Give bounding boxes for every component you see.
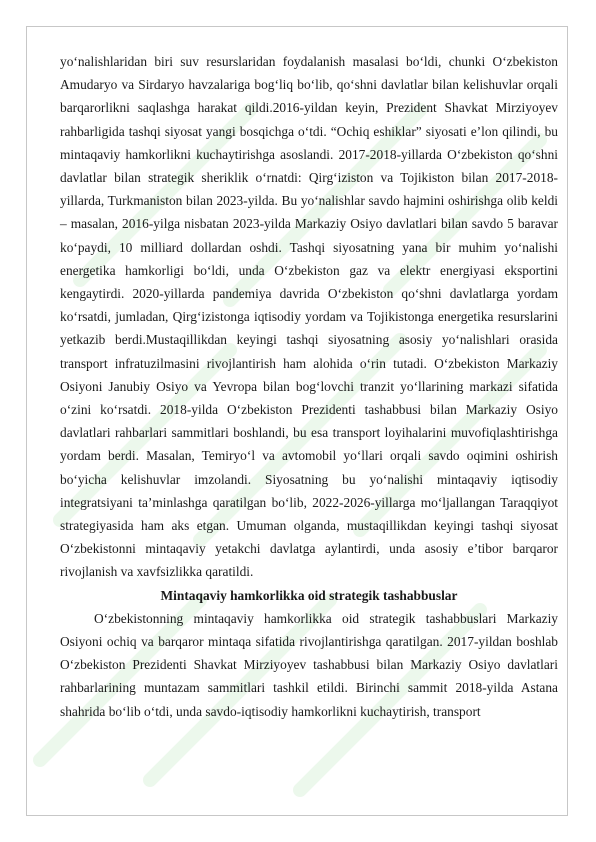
body-paragraph: yo‘nalishlaridan biri suv resurslaridan foydalanish masalasi bo‘ldi, chunki O‘zbekiston Amudaryo va Sirdaryo havzalariga bog‘liq bo‘lib, qo‘shni davlatlar bilan kelishuvlar orqali barqarorlikni saqlashga harakat qildi.2016-yildan keyin, Prezident Shavkat Mirziyoyev rahbarligida tashqi siyosat yangi bosqichga o‘tdi. “Ochiq eshiklar” siyosati e’lon qilindi, bu mintaqaviy hamkorlikni kuchaytirishga asoslandi. 2017-2018-yillarda O‘zbekiston qo‘shni davlatlar bilan strategik sheriklik o‘rnatdi: Qirg‘iziston va Tojikiston bilan 2017-2018-yillarda, Turkmaniston bilan 2023-yilda. Bu yo‘nalishlar savdo hajmini oshirishga olib keldi – masalan, 2016-yilga nisbatan 2023-yilda Markaziy Osiyo davlatlari bilan savdo 5 baravar ko‘paydi, 10 milliard dollardan oshdi. Tashqi siyosatning yana bir muhim yo‘nalishi energetika hamkorligi bo‘ldi, unda O‘zbekiston gaz va elektr energiyasi eksportini kengaytirdi. 2020-yillarda pandemiya davrida O‘zbekiston qo‘shni davlatlarga yordam ko‘rsatdi, jumladan, Qirg‘izistonga iqtisodiy yordam va Tojikistonga energetika resurslarini yetkazib berdi.Mustaqillikdan keyingi tashqi siyosatning asosiy yo‘nalishlari orasida transport infratuzilmasini rivojlantirish ham alohida o‘rin tutadi. O‘zbekiston Markaziy Osiyoni Janubiy Osiyo va Yevropa bilan bog‘lovchi tranzit yo‘llarining markazi sifatida o‘zini ko‘rsatdi. 2018-yilda O‘zbekiston Prezidenti tashabbusi bilan Markaziy Osiyo davlatlari rahbarlari sammitlari boshlandi, bu esa transport loyihalarini muvofiqlashtirishga yordam berdi. Masalan, Temiryo‘l va avtomobil yo‘llari orqali savdo oqimini oshirish bo‘yicha kelishuvlar imzolandi. Siyosatning bu yo‘nalishi mintaqaviy iqtisodiy integratsiyani ta’minlashga qaratilgan bo‘lib, 2022-2026-yillarga mo‘ljallangan Taraqqiyot strategiyasida ham aks etgan. Umuman olganda, mustaqillikdan keyingi tashqi siyosat O‘zbekistonni mintaqaviy yetakchi davlatga aylantirdi, unda asosiy e’tibor barqaror rivojlanish va xavfsizlikka qaratildi. (60, 54, 558, 580)
section-heading: Mintaqaviy hamkorlikka oid strategik tashabbuslar (160, 587, 458, 603)
body-paragraph: O‘zbekistonning mintaqaviy hamkorlikka oid strategik tashabbuslari Markaziy Osiyoni ochiq va barqaror mintaqa sifatida rivojlantirishga qaratilgan. 2017-yildan boshlab O‘zbekiston Prezidenti Shavkat Mirziyoyev tashabbusi bilan Markaziy Osiyo davlatlari rahbarlarining muntazam sammitlari tashkil etildi. Birinchi sammit 2018-yilda Astana shahrida bo‘lib o‘tdi, unda savdo-iqtisodiy hamkorlikni kuchaytirish, transport (60, 610, 558, 719)
document-body (60, 50, 558, 723)
